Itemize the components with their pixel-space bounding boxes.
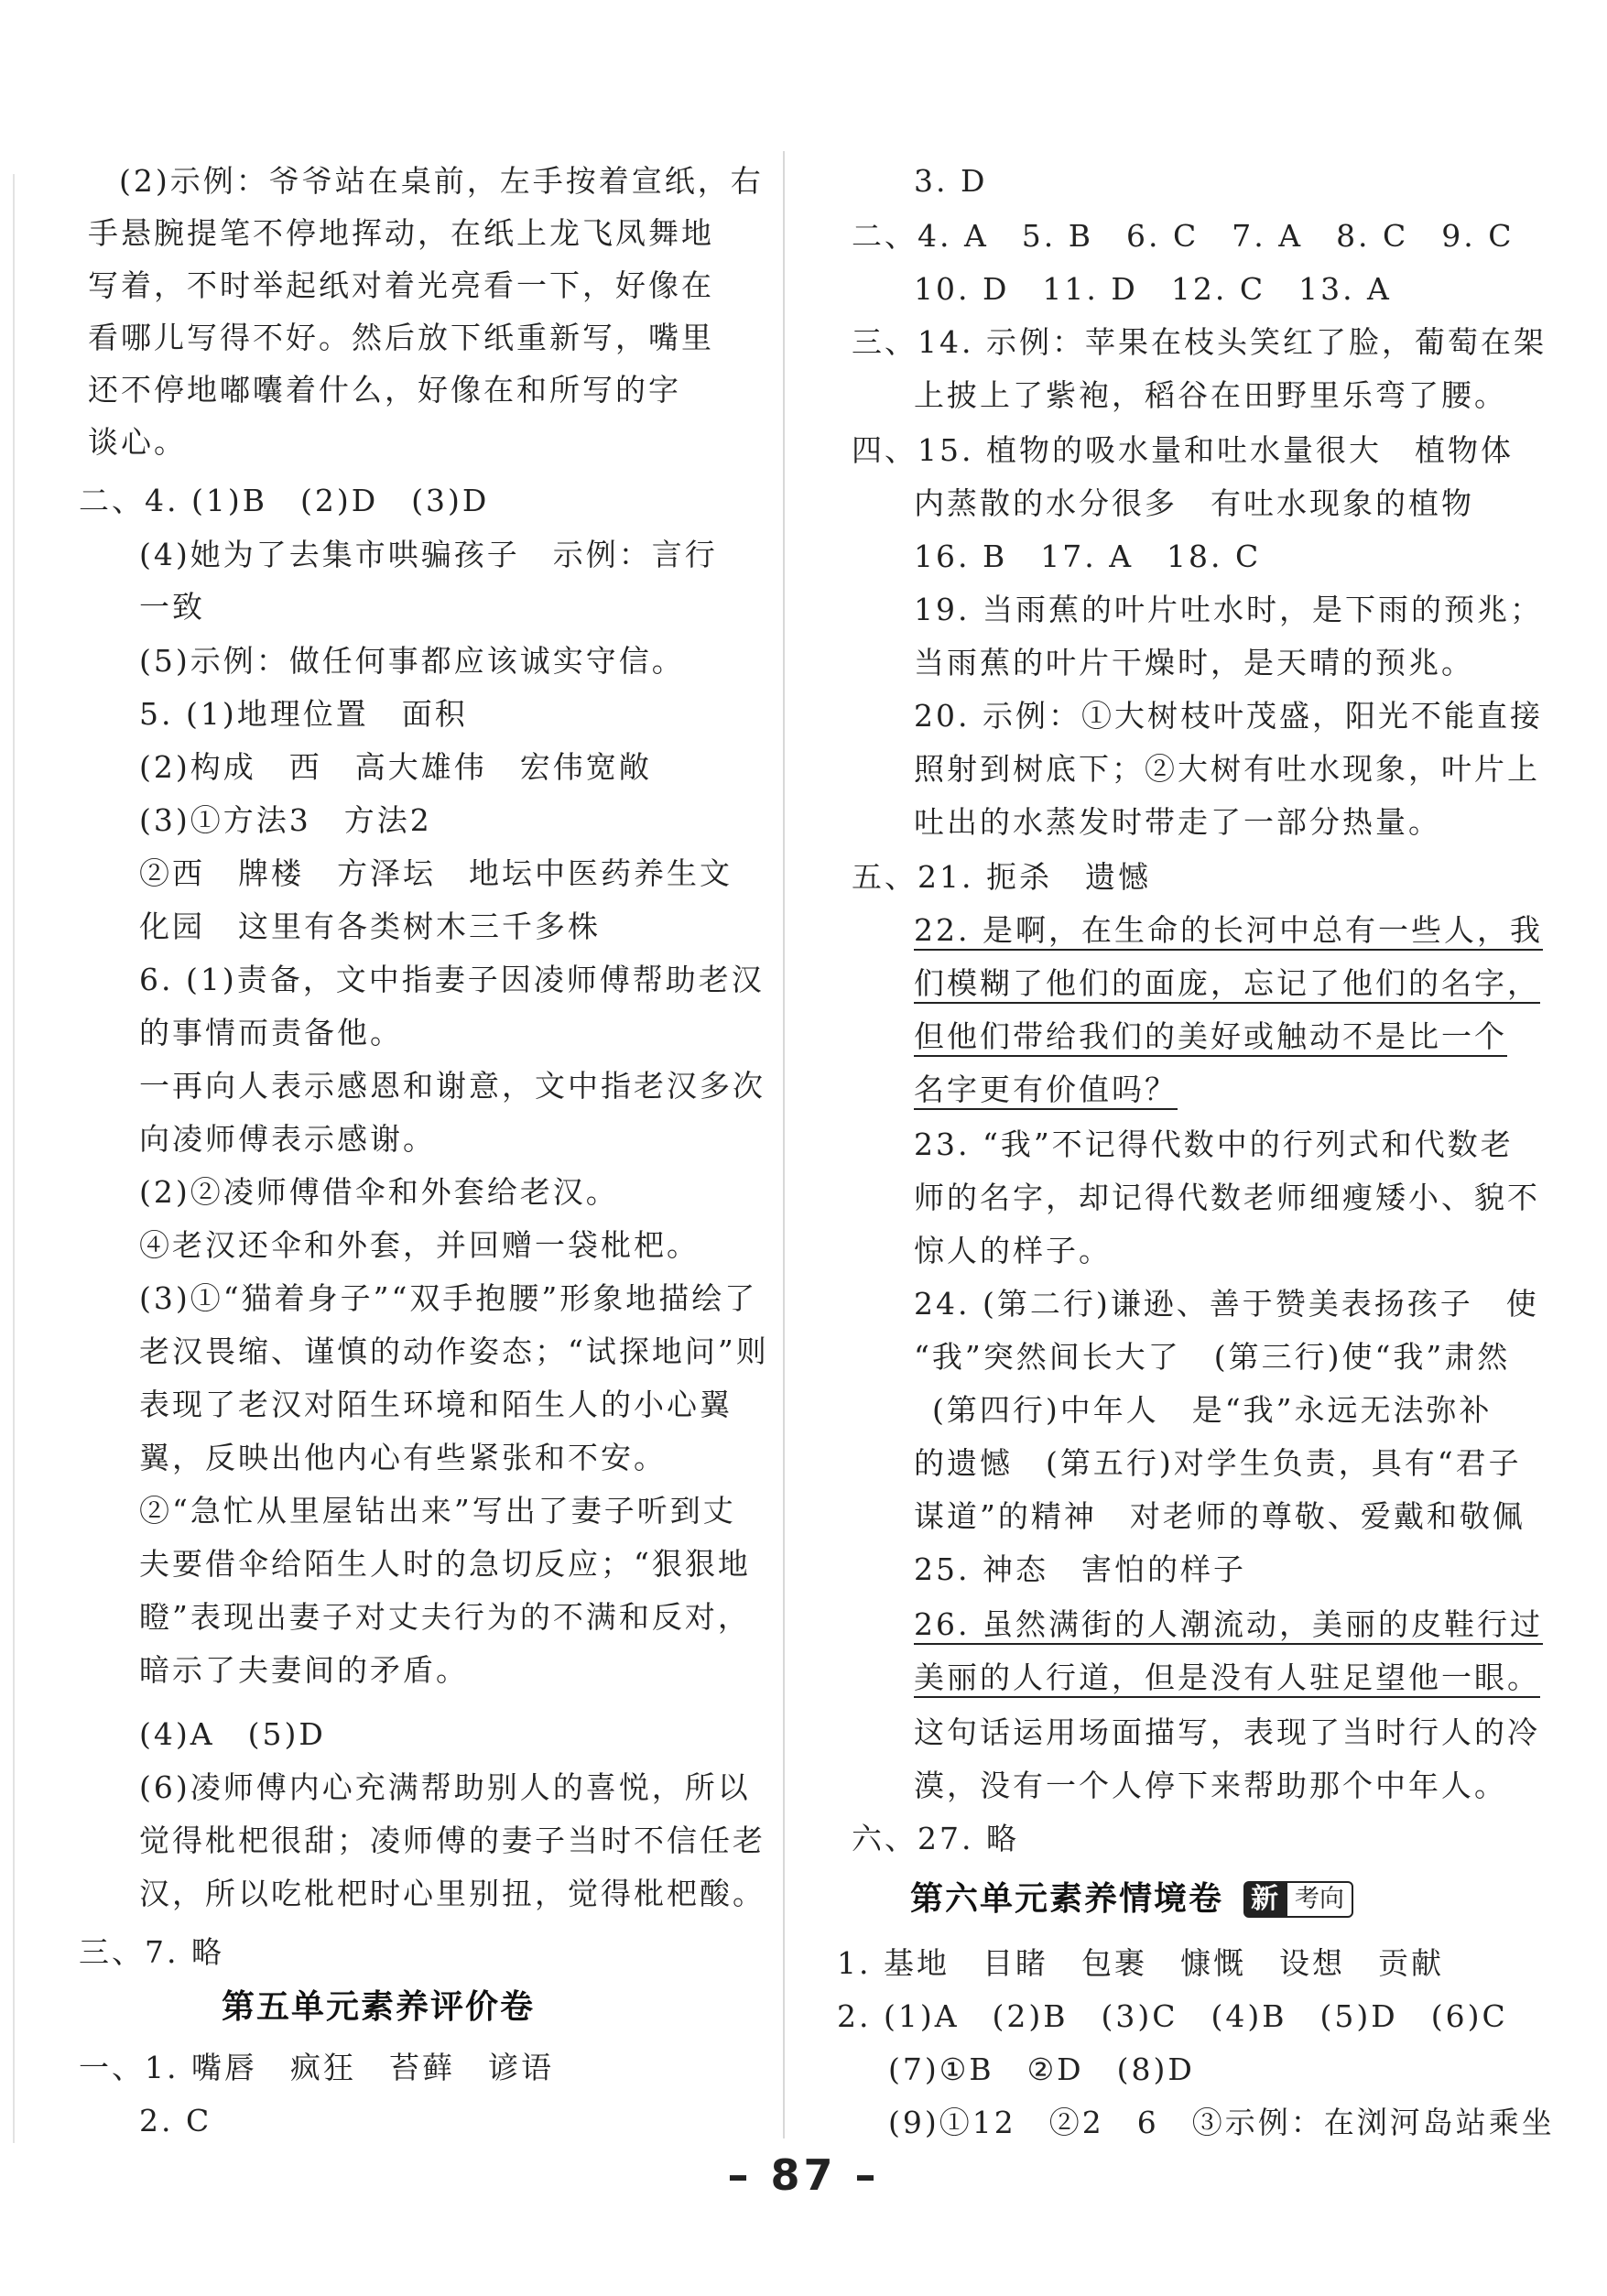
answer-line: ④老汉还伞和外套，并回赠一袋枇杷。	[139, 1227, 700, 1263]
column-divider	[783, 151, 785, 2138]
underlined-answer-line: 美丽的人行道，但是没有人驻足望他一眼。	[914, 1659, 1540, 1695]
answer-line: 三、14. 示例：苹果在枝头笑红了脸，葡萄在架	[852, 324, 1547, 360]
answer-line: 19. 当雨蕉的叶片吐水时，是下雨的预兆；	[914, 592, 1543, 627]
answer-line: 10. D 11. D 12. C 13. A	[914, 271, 1392, 307]
answer-line: 觉得枇杷很甜；凌师傅的妻子当时不信任老	[139, 1823, 765, 1858]
answer-line: 化园 这里有各类树木三千多株	[139, 909, 601, 944]
answer-line: 四、15. 植物的吸水量和吐水量很大 植物体	[852, 432, 1514, 468]
answer-line: 吐出的水蒸发时带走了一部分热量。	[914, 804, 1441, 840]
answer-line: 看哪儿写得不好。然后放下纸重新写，嘴里	[88, 320, 714, 355]
underlined-answer-line: 22. 是啊，在生命的长河中总有一些人，我	[914, 912, 1543, 948]
answer-line: ②西 牌楼 方泽坛 地坛中医药养生文	[139, 855, 733, 891]
answer-line: 的遗憾 (第五行)对学生负责，具有“君子	[914, 1445, 1522, 1481]
answer-line: (9)①12 ②2 6 ③示例：在浏河岛站乘坐	[888, 2105, 1555, 2140]
answer-line: “我”突然间长大了 (第三行)使“我”肃然	[914, 1339, 1511, 1375]
answer-line: 漠，没有一个人停下来帮助那个中年人。	[914, 1768, 1507, 1803]
answer-line: 五、21. 扼杀 遗憾	[852, 859, 1151, 895]
answer-line: (第四行)中年人 是“我”永远无法弥补	[932, 1392, 1493, 1428]
answer-line: 二、4. A 5. B 6. C 7. A 8. C 9. C	[852, 218, 1515, 254]
answer-line: 6. (1)责备，文中指妻子因凌师傅帮助老汉	[139, 962, 765, 997]
section-heading-unit5: 第五单元素养评价卷	[222, 1988, 536, 2026]
answer-line: 一致	[139, 589, 205, 625]
answer-line: 1. 基地 目睹 包裹 慷慨 设想 贡献	[837, 1945, 1444, 1981]
section-heading-unit6: 第六单元素养情境卷	[910, 1880, 1224, 1918]
answer-line: 24. (第二行)谦逊、善于赞美表扬孩子 使	[914, 1286, 1539, 1322]
answer-line: (2)②凌师傅借伞和外套给老汉。	[139, 1174, 619, 1210]
answer-line: 老汉畏缩、谨慎的动作姿态；“试探地问”则	[139, 1333, 769, 1369]
page-edge-line	[13, 174, 15, 2143]
answer-line: 的事情而责备他。	[139, 1015, 403, 1050]
underlined-answer-line: 26. 虽然满街的人潮流动，美丽的皮鞋行过	[914, 1606, 1543, 1642]
answer-line: 师的名字，却记得代数老师细瘦矮小、貌不	[914, 1180, 1540, 1215]
answer-line: 2. C	[139, 2103, 212, 2138]
underlined-answer-line: 名字更有价值吗？	[914, 1072, 1178, 1107]
answer-line: (4)A (5)D	[139, 1716, 326, 1752]
answer-line: 内蒸散的水分很多 有吐水现象的植物	[914, 485, 1474, 521]
answer-line: 二、4. (1)B (2)D (3)D	[79, 483, 490, 518]
answer-line: (4)她为了去集市哄骗孩子 示例：言行	[139, 537, 718, 572]
answer-line: (2)构成 西 高大雄伟 宏伟宽敞	[139, 749, 652, 785]
answer-line: 当雨蕉的叶片干燥时，是天晴的预兆。	[914, 645, 1474, 680]
answer-line: 夫要借伞给陌生人时的急切反应；“狠狠地	[139, 1546, 751, 1582]
answer-line: (3)①“猫着身子”“双手抱腰”形象地描绘了	[139, 1280, 758, 1316]
answer-line: 六、27. 略	[852, 1821, 1019, 1856]
answer-line: ②“急忙从里屋钻出来”写出了妻子听到丈	[139, 1493, 736, 1529]
underlined-answer-line: 们模糊了他们的面庞，忘记了他们的名字，	[914, 965, 1540, 1001]
answer-line: 一再向人表示感恩和谢意，文中指老汉多次	[139, 1068, 765, 1104]
answer-line: (2)示例：爷爷站在桌前，左手按着宣纸，右	[119, 163, 764, 199]
answer-line: (6)凌师傅内心充满帮助别人的喜悦，所以	[139, 1769, 751, 1805]
answer-line: 23. “我”不记得代数中的行列式和代数老	[914, 1126, 1514, 1162]
answer-line: 瞪”表现出妻子对丈夫行为的不满和反对，	[139, 1599, 751, 1635]
answer-line: 一、1. 嘴唇 疯狂 苔藓 谚语	[79, 2050, 554, 2085]
answer-line: 写着，不时举起纸对着光亮看一下，好像在	[88, 267, 714, 303]
answer-line: 向凌师傅表示感谢。	[139, 1121, 436, 1157]
answer-line: 20. 示例：①大树枝叶茂盛，阳光不能直接	[914, 698, 1543, 734]
answer-line: 手悬腕提笔不停地挥动，在纸上龙飞凤舞地	[88, 215, 714, 251]
answer-line: 3. D	[914, 163, 988, 199]
answer-line: 照射到树底下；②大树有吐水现象，叶片上	[914, 751, 1540, 787]
answer-line: 上披上了紫袍，稻谷在田野里乐弯了腰。	[914, 377, 1507, 413]
answer-line: 翼，反映出他内心有些紧张和不安。	[139, 1440, 667, 1475]
answer-line: (3)①方法3 方法2	[139, 802, 432, 838]
answer-line: 2. (1)A (2)B (3)C (4)B (5)D (6)C	[837, 1998, 1508, 2034]
answer-line: 汉，所以吃枇杷时心里别扭，觉得枇杷酸。	[139, 1876, 765, 1911]
answer-line: 谋道”的精神 对老师的尊敬、爱戴和敬佩	[914, 1498, 1526, 1534]
answer-line: 表现了老汉对陌生环境和陌生人的小心翼	[139, 1387, 733, 1422]
answer-line: 谈心。	[88, 424, 187, 460]
page-number: – 87 –	[727, 2150, 880, 2200]
badge-new-label: 新	[1243, 1881, 1286, 1918]
answer-line: 5. (1)地理位置 面积	[139, 696, 468, 732]
answer-line: 16. B 17. A 18. C	[914, 539, 1262, 574]
answer-line: 惊人的样子。	[914, 1233, 1112, 1268]
new-exam-badge	[1243, 1881, 1353, 1918]
answer-line: 25. 神态 害怕的样子	[914, 1551, 1246, 1587]
badge-direction-label: 考向	[1286, 1881, 1353, 1918]
answer-line: (7)①B ②D (8)D	[888, 2051, 1195, 2087]
answer-line: 暗示了夫妻间的矛盾。	[139, 1652, 469, 1688]
answer-line: (5)示例：做任何事都应该诚实守信。	[139, 643, 685, 679]
answer-line: 三、7. 略	[79, 1934, 224, 1970]
underlined-answer-line: 但他们带给我们的美好或触动不是比一个	[914, 1018, 1507, 1054]
answer-line: 这句话运用场面描写，表现了当时行人的冷	[914, 1714, 1540, 1750]
answer-line: 还不停地嘟囔着什么，好像在和所写的字	[88, 372, 681, 408]
